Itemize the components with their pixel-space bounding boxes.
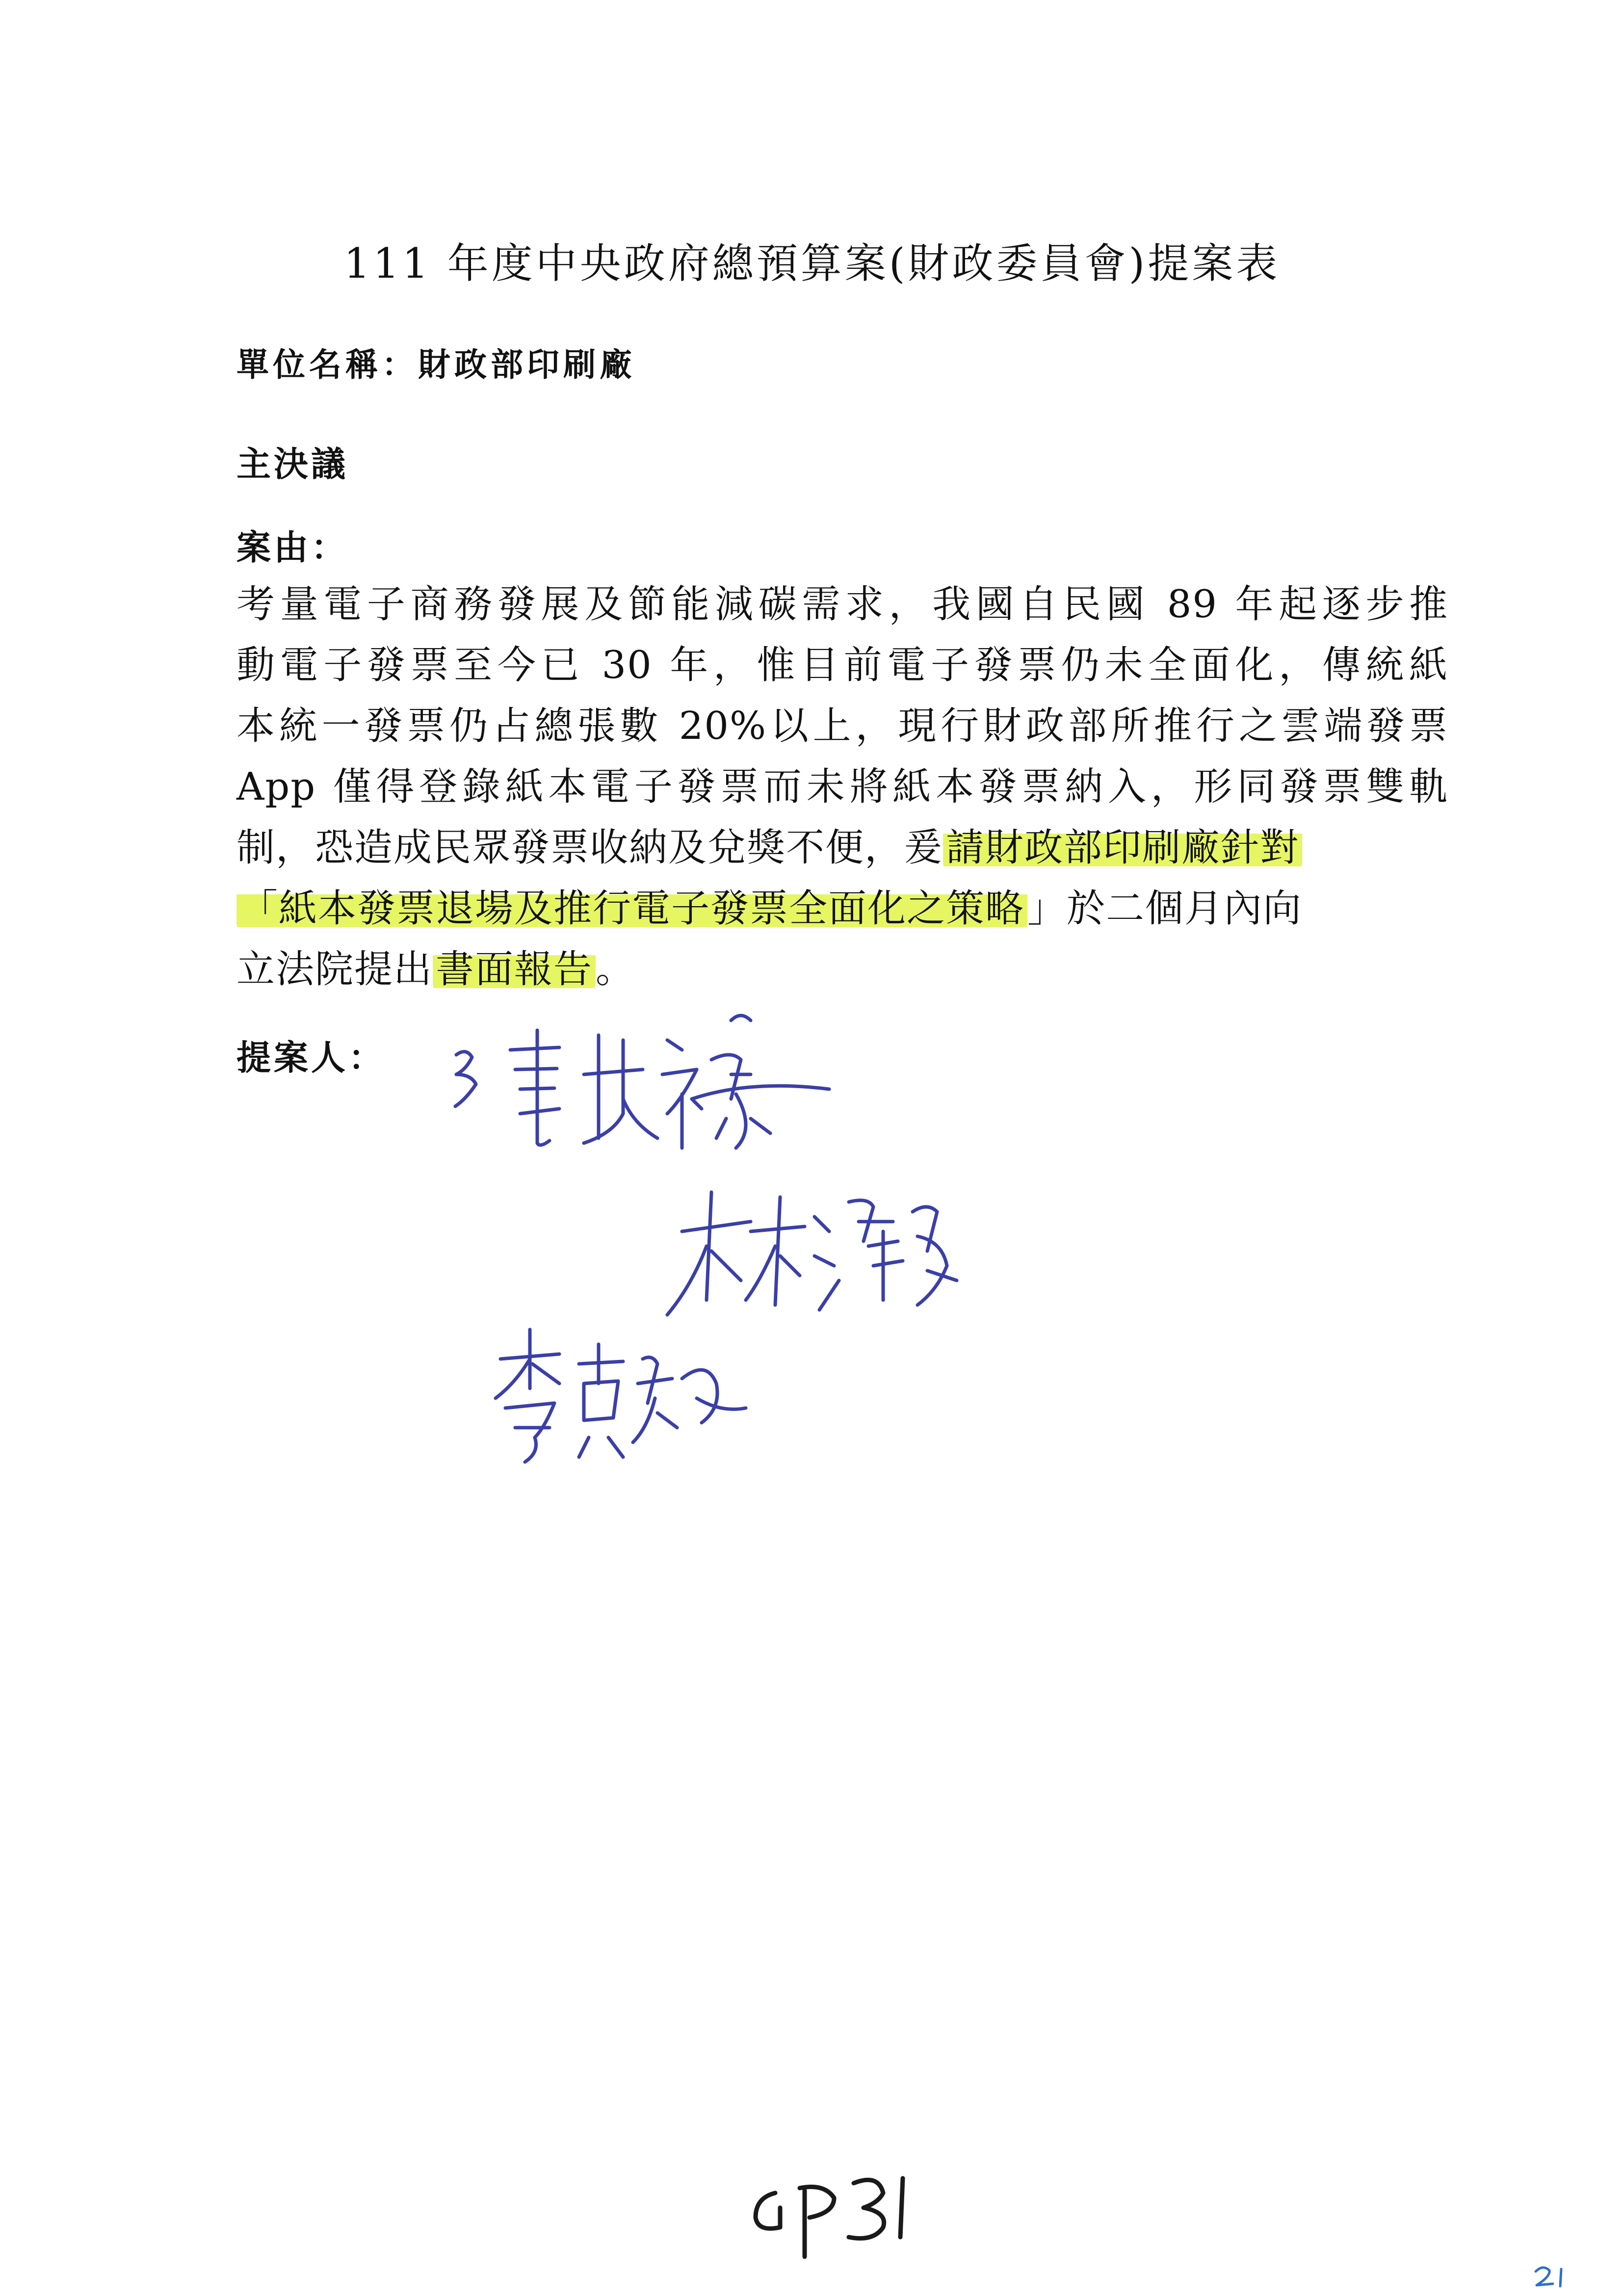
corner-page-number-graphic xyxy=(1531,2262,1580,2291)
corner-page-number xyxy=(1531,2262,1580,2291)
reason-line xyxy=(236,635,1448,696)
reason-text: App 僅得登錄紙本電子發票而未將紙本發票納入，形同發票雙軌 xyxy=(236,765,1448,809)
reason-line xyxy=(236,574,1448,635)
reason-line xyxy=(236,817,1448,878)
signature-lin xyxy=(653,1173,967,1330)
reason-line xyxy=(236,878,1448,939)
reason-line xyxy=(236,757,1448,817)
reason-line xyxy=(236,939,1448,1000)
page-mark-graphic xyxy=(736,2164,932,2262)
reason-line xyxy=(236,696,1448,757)
signature-zhang xyxy=(437,1001,839,1168)
unit-name-line: 單位名稱：財政部印刷廠 xyxy=(236,345,636,384)
highlighted-text: 「紙本發票退場及推行電子發票全面化之策略 xyxy=(236,887,1027,931)
reason-text: 制，恐造成民眾發票收納及兌獎不便，爰 xyxy=(236,826,943,870)
highlighted-text: 請財政部印刷廠針對 xyxy=(943,826,1302,870)
signature-lin-graphic xyxy=(653,1173,967,1330)
reason-text: 動電子發票至今已 30 年，惟目前電子發票仍未全面化，傳統紙 xyxy=(236,643,1448,687)
page-mark xyxy=(736,2164,932,2262)
document-title: 111 年度中央政府總預算案(財政委員會)提案表 xyxy=(343,239,1281,287)
signature-li-graphic xyxy=(486,1315,751,1472)
highlighted-text: 書面報告 xyxy=(433,947,596,991)
reason-text: 。 xyxy=(596,947,635,991)
signature-zhang-graphic xyxy=(437,1001,839,1168)
reason-body xyxy=(236,574,1448,1000)
reason-text: 」於二個月內向 xyxy=(1027,887,1303,931)
main-resolution-heading: 主決議 xyxy=(236,444,348,484)
proposer-label: 提案人： xyxy=(236,1037,386,1078)
reason-text: 本統一發票仍占總張數 20%以上，現行財政部所推行之雲端發票 xyxy=(236,704,1448,748)
reason-text: 考量電子商務發展及節能減碳需求，我國自民國 89 年起逐步推 xyxy=(236,582,1448,626)
signature-li xyxy=(486,1315,751,1472)
reason-text: 立法院提出 xyxy=(236,947,433,991)
reason-label: 案由： xyxy=(236,527,348,568)
